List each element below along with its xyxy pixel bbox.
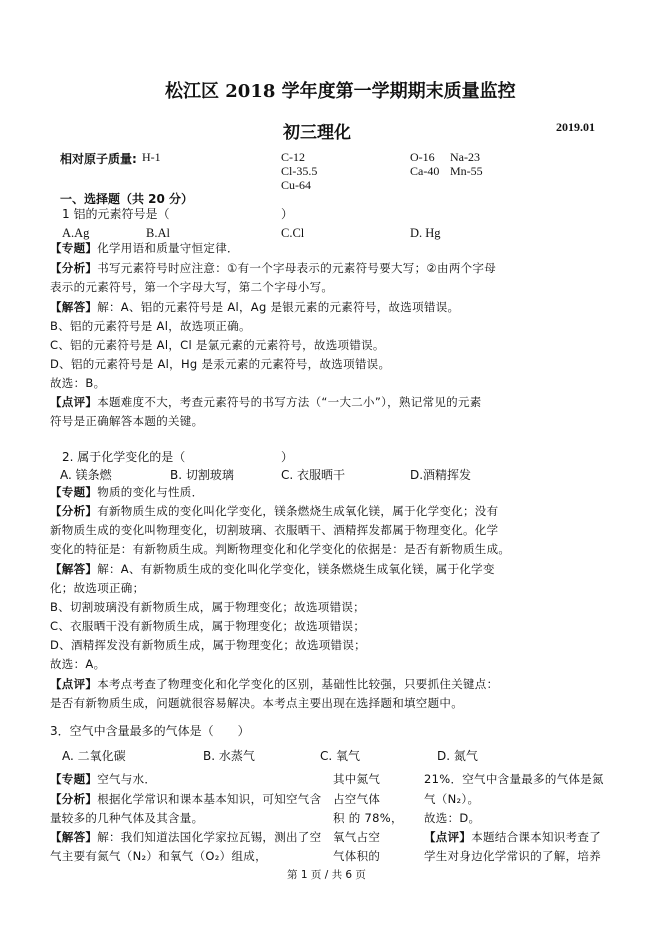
answer-text: 解：A、有新物质生成的变化叫化学变化，镁条燃烧生成氧化镁，属于化学变 (97, 562, 495, 576)
q3-stem: 3．空气中含量最多的气体是（ ） (50, 724, 250, 738)
q3-mid-3: 积 的 78%， (333, 811, 403, 825)
topic-text: 化学用语和质量守恒定律． (97, 241, 239, 255)
q1-option-d: D. Hg (410, 226, 441, 240)
q3-right-3: 故选：D。 (424, 811, 481, 825)
atomic-mass-o: O-16 (410, 150, 435, 164)
answer-tag: 【解答】 (50, 562, 98, 576)
q3-analysis-2: 量较多的几种气体及其含量。 (50, 811, 204, 825)
q2-analysis-2: 新物质生成的变化叫物理变化，切割玻璃、衣服晒干、酒精挥发都属于物理变化。化学 (50, 523, 499, 537)
q3-option-c: C. 氧气 (320, 749, 361, 763)
answer-text: 解：A、铝的元素符号是 Al，Ag 是银元素的元素符号，故选项错误。 (97, 300, 460, 314)
atomic-mass-cu: Cu-64 (281, 178, 311, 192)
topic-text: 物质的变化与性质． (97, 485, 204, 499)
q1-choice: 故选：B。 (50, 376, 106, 390)
q2-option-c: C. 衣服晒干 (281, 468, 346, 482)
q2-option-b: B. 切割玻璃 (170, 468, 234, 482)
page-number: 第 1 页 / 共 6 页 (287, 869, 366, 881)
q2-answer-3: B、切割玻璃没有新物质生成，属于物理变化；故选项错误； (50, 600, 365, 614)
q2-topic (50, 484, 203, 500)
comment-text: 本考点考查了物理变化和化学变化的区别，基础性比较强，只要抓住关键点： (97, 677, 499, 691)
q3-right-1: 21%．空气中含量最多的气体是氮 (424, 772, 604, 786)
atomic-mass-h: H-1 (142, 150, 161, 164)
q1-answer-1 (50, 299, 459, 315)
q1-option-a: A.Ag (62, 226, 90, 240)
q2-answer-4: C、衣服晒干没有新物质生成，属于物理变化；故选项错误； (50, 619, 366, 633)
comment-text: 本题难度不大，考查元素符号的书写方法（“一大二小”），熟记常见的元素 (97, 395, 482, 409)
q2-stem: 2. 属于化学变化的是（ (62, 450, 186, 464)
q3-right-2: 气（N₂）。 (424, 792, 480, 806)
q2-paren-close: ） (281, 450, 294, 464)
analysis-tag: 【分析】 (50, 792, 98, 806)
topic-tag: 【专题】 (50, 485, 98, 499)
q3-option-d: D. 氮气 (437, 749, 478, 763)
q3-topic (50, 771, 156, 787)
q2-comment-2: 是否有新物质生成，问题就很容易解决。本考点主要出现在选择题和填空题中。 (50, 696, 463, 710)
atomic-mass-na: Na-23 (450, 150, 480, 164)
atomic-mass-c: C-12 (281, 150, 305, 164)
q2-answer-5: D、酒精挥发没有新物质生成，属于物理变化；故选项错误； (50, 638, 366, 652)
topic-tag: 【专题】 (50, 241, 98, 255)
answer-text: 解：我们知道法国化学家拉瓦锡，测出了空 (97, 830, 322, 844)
q2-option-a: A. 镁条燃 (60, 468, 112, 482)
q1-answer-3: C、铝的元素符号是 Al，Cl 是氯元素的元素符号，故选项错误。 (50, 338, 385, 352)
q1-topic (50, 240, 239, 256)
q3-analysis-1 (50, 791, 321, 807)
comment-tag: 【点评】 (424, 830, 472, 844)
page-title: 松江区 2018 学年度第一学期期末质量监控 (165, 81, 516, 102)
comment-tag: 【点评】 (50, 395, 98, 409)
q3-option-b: B. 水蒸气 (203, 749, 255, 763)
q3-comment-2: 学生对身边化学常识的了解，培养 (424, 849, 601, 863)
comment-text: 本题结合课本知识考查了 (471, 830, 602, 844)
atomic-mass-label: 相对原子质量: (60, 152, 137, 166)
analysis-text: 有新物质生成的变化叫化学变化，镁条燃烧生成氧化镁，属于化学变化；没有 (97, 504, 499, 518)
q2-answer-2: 化；故选项正确； (50, 581, 145, 595)
q1-answer-4: D、铝的元素符号是 Al，Hg 是汞元素的元素符号，故选项错误。 (50, 357, 391, 371)
q1-option-c: C.Cl (281, 226, 305, 240)
atomic-mass-cl: Cl-35.5 (281, 164, 318, 178)
q2-option-d: D.酒精挥发 (410, 468, 472, 482)
comment-tag: 【点评】 (50, 677, 98, 691)
q3-answer-2: 气主要有氮气（N₂）和氧气（O₂）组成， (50, 849, 267, 863)
analysis-tag: 【分析】 (50, 504, 98, 518)
q1-comment-2: 符号是正确解答本题的关键。 (50, 414, 204, 428)
topic-tag: 【专题】 (50, 772, 98, 786)
analysis-text: 书写元素符号时应注意：①有一个字母表示的元素符号要大写；②由两个字母 (97, 261, 497, 275)
q3-option-a: A. 二氧化碳 (62, 749, 126, 763)
answer-tag: 【解答】 (50, 830, 98, 844)
q3-mid-1: 其中氮气 (333, 772, 381, 786)
analysis-text: 根据化学常识和课本基本知识，可知空气含 (97, 792, 322, 806)
q2-analysis-3: 变化的特征是：有新物质生成。判断物理变化和化学变化的依据是：是否有新物质生成。 (50, 542, 511, 556)
q1-paren-close: ） (281, 207, 294, 221)
q3-mid-5: 气体积的 (333, 849, 381, 863)
q3-mid-4: 氧气占空 (333, 830, 381, 844)
q1-stem: 1 铝的元素符号是（ (62, 207, 170, 221)
q1-analysis-1 (50, 260, 496, 276)
page-subtitle: 初三理化 (283, 123, 351, 143)
topic-text: 空气与水． (97, 772, 157, 786)
atomic-mass-mn: Mn-55 (450, 164, 483, 178)
q3-mid-2: 占空气体 (333, 792, 381, 806)
q2-answer-1 (50, 561, 495, 577)
answer-tag: 【解答】 (50, 300, 98, 314)
q3-answer-1 (50, 829, 321, 845)
exam-date: 2019.01 (556, 120, 595, 134)
q1-answer-2: B、铝的元素符号是 Al，故选项正确。 (50, 319, 251, 333)
q1-comment-1 (50, 394, 482, 410)
atomic-mass-ca: Ca-40 (410, 164, 440, 178)
q3-comment-1 (424, 829, 601, 845)
q1-option-b: B.Al (146, 226, 170, 240)
q2-analysis-1 (50, 503, 498, 519)
q2-choice: 故选：A。 (50, 657, 106, 671)
section-heading: 一、选择题（共 20 分） (60, 192, 194, 206)
q2-comment-1 (50, 676, 498, 692)
q1-analysis-2: 表示的元素符号，第一个字母大写，第二个字母小写。 (50, 280, 334, 294)
analysis-tag: 【分析】 (50, 261, 98, 275)
